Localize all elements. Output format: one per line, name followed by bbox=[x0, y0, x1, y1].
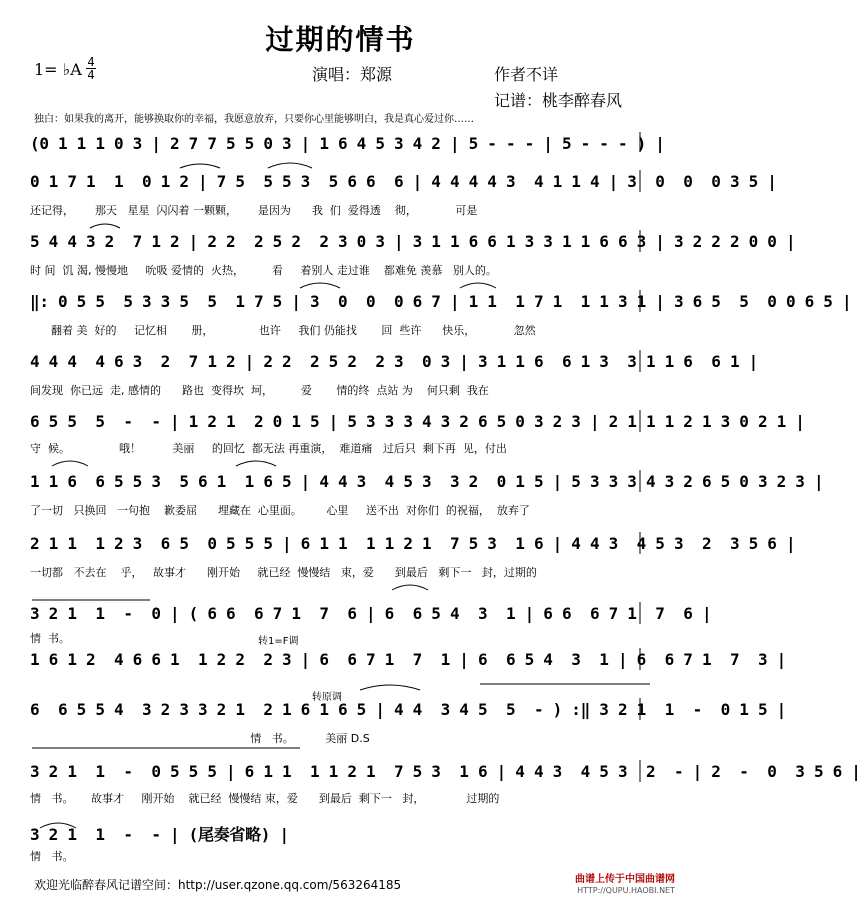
score-row-11: 6 6 5 5 4 3 2 3 3 2 1 2 1 6 1 6 5 | 4 4 3 4 5 5 - ) :‖ 3 2 1 1 - 0 1 5 | bbox=[30, 700, 786, 719]
score-row-3: 5 4 4 3 2 7 1 2 | 2 2 2 5 2 2 3 0 3 | 3 1 1 6 6 1 3 3 1 1 6 6 3 | 3 2 2 2 0 0 | bbox=[30, 232, 796, 251]
score-row-6: 6 5 5 5 - - | 1 2 1 2 0 1 5 | 5 3 3 3 4 3 2 6 5 0 3 2 3 | 2 1 1 1 2 1 3 0 2 1 | bbox=[30, 412, 805, 431]
monologue: 独白：如果我的离开，能够换取你的幸福，我愿意放弃，只要你心里能够明白，我是真心爱过你…… bbox=[34, 114, 474, 125]
lyric-row-4: 翻着 美 好的 记忆相 册， 也许 我们 仍能找 回 些许 快乐， 忽然 bbox=[30, 324, 536, 337]
score-row-5: 4 4 4 4 6 3 2 7 1 2 | 2 2 2 5 2 2 3 0 3 | 3 1 1 6 6 1 3 3 1 1 6 6 1 | bbox=[30, 352, 758, 371]
score-row-2: 0 1 7 1 1 0 1 2 | 7 5 5 5 3 5 6 6 6 | 4 4 4 4 3 4 1 1 4 | 3 0 0 0 3 5 | bbox=[30, 172, 777, 191]
song-title: 过期的情书 bbox=[265, 23, 416, 56]
watermark-line-2: HTTP://QUPU.HAOBI.NET bbox=[577, 886, 675, 895]
key-signature: 1= ♭A bbox=[34, 60, 82, 79]
watermark-line-1: 曲谱上传于中国曲谱网 bbox=[575, 874, 675, 885]
score-row-7: 1 1 6 6 5 5 3 5 6 1 1 6 5 | 4 4 3 4 5 3 3 2 0 1 5 | 5 3 3 3 4 3 2 6 5 0 3 2 3 | bbox=[30, 472, 824, 491]
footer-link-text: 欢迎光临醉春风记谱空间：http://user.qzone.qq.com/563264185 bbox=[34, 878, 402, 892]
time-signature-bottom: 4 bbox=[87, 68, 95, 82]
lyric-row-8: 一切都 不去在 乎， 故事才 刚开始 就已经 慢慢结 束，爱 到最后 剩下一 封，过期的 bbox=[30, 566, 537, 579]
singer: 演唱：郑源 bbox=[312, 65, 393, 84]
time-signature-top: 4 bbox=[87, 55, 95, 69]
score-row-12: 3 2 1 1 - 0 5 5 5 | 6 1 1 1 1 2 1 7 5 3 1 6 | 4 4 3 4 5 3 2 - | 2 - 0 3 5 6 | bbox=[30, 762, 861, 781]
lyric-row-5: 间发现 你已远 走, 感情的 路也 变得坎 坷， 爱 情的终 点站 为 何只剩 我在 bbox=[30, 384, 489, 397]
time-signature bbox=[86, 56, 96, 81]
score-row-8: 2 1 1 1 2 3 6 5 0 5 5 5 | 6 1 1 1 1 2 1 7 5 3 1 6 | 4 4 3 4 5 3 2 3 5 6 | bbox=[30, 534, 796, 553]
transcriber: 记谱：桃李醉春风 bbox=[494, 91, 623, 110]
lyric-row-3: 时 间 饥 渴, 慢慢地 吮吸 爱情的 火热， 看 着别人 走过谁 都难免 羡慕 别人的。 bbox=[30, 264, 497, 277]
score-row-1: (0 1 1 1 0 3 | 2 7 7 5 5 0 3 | 1 6 4 5 3 4 2 | 5 - - - | 5 - - - ) | bbox=[30, 134, 665, 153]
score-row-9: 3 2 1 1 - 0 | ( 6 6 6 7 1 7 6 | 6 6 5 4 3 1 | 6 6 6 7 1 7 6 | bbox=[30, 604, 712, 623]
lyric-row-2: 还记得， 那天 星星 闪闪着 一颗颗， 是因为 我 们 爱得透 彻， 可是 bbox=[30, 204, 478, 217]
lyric-row-12: 情 书。 故事才 刚开始 就已经 慢慢结 束，爱 到最后 剩下一 封， 过期的 bbox=[30, 792, 500, 805]
lyric-row-11: 情 书。 美丽 D.S bbox=[30, 732, 370, 745]
watermark bbox=[575, 874, 675, 896]
lyric-row-9: 情 书。 bbox=[30, 632, 70, 645]
score-row-10: 1 6 1 2 4 6 6 1 1 2 2 2 3 | 6 6 7 1 7 1 | 6 6 5 4 3 1 | 6 6 7 1 7 3 | bbox=[30, 650, 786, 669]
lyric-row-6: 守 候。 哦！ 美丽 的回忆 都无法 再重演， 难道痛 过后只 剩下再 见，付出 bbox=[30, 442, 507, 455]
tempo-change-back: 转原调 bbox=[312, 692, 342, 703]
tempo-change-to-f: 转1=F调 bbox=[258, 636, 299, 647]
lyric-row-13: 情 书。 bbox=[30, 850, 74, 863]
score-row-4: ‖: 0 5 5 5 3 3 5 5 1 7 5 | 3 0 0 0 6 7 | 1 1 1 7 1 1 1 3 1 | 3 6 5 5 0 0 6 5 | bbox=[30, 292, 852, 311]
lyric-row-7: 了一切 只换回 一句抱 歉委屈 埋藏在 心里面。 心里 送不出 对你们 的祝福， 放弃了 bbox=[30, 504, 530, 517]
author: 作者不详 bbox=[494, 65, 559, 84]
score-row-13: 3 2 1 1 - - | (尾奏省略) | bbox=[30, 825, 289, 844]
